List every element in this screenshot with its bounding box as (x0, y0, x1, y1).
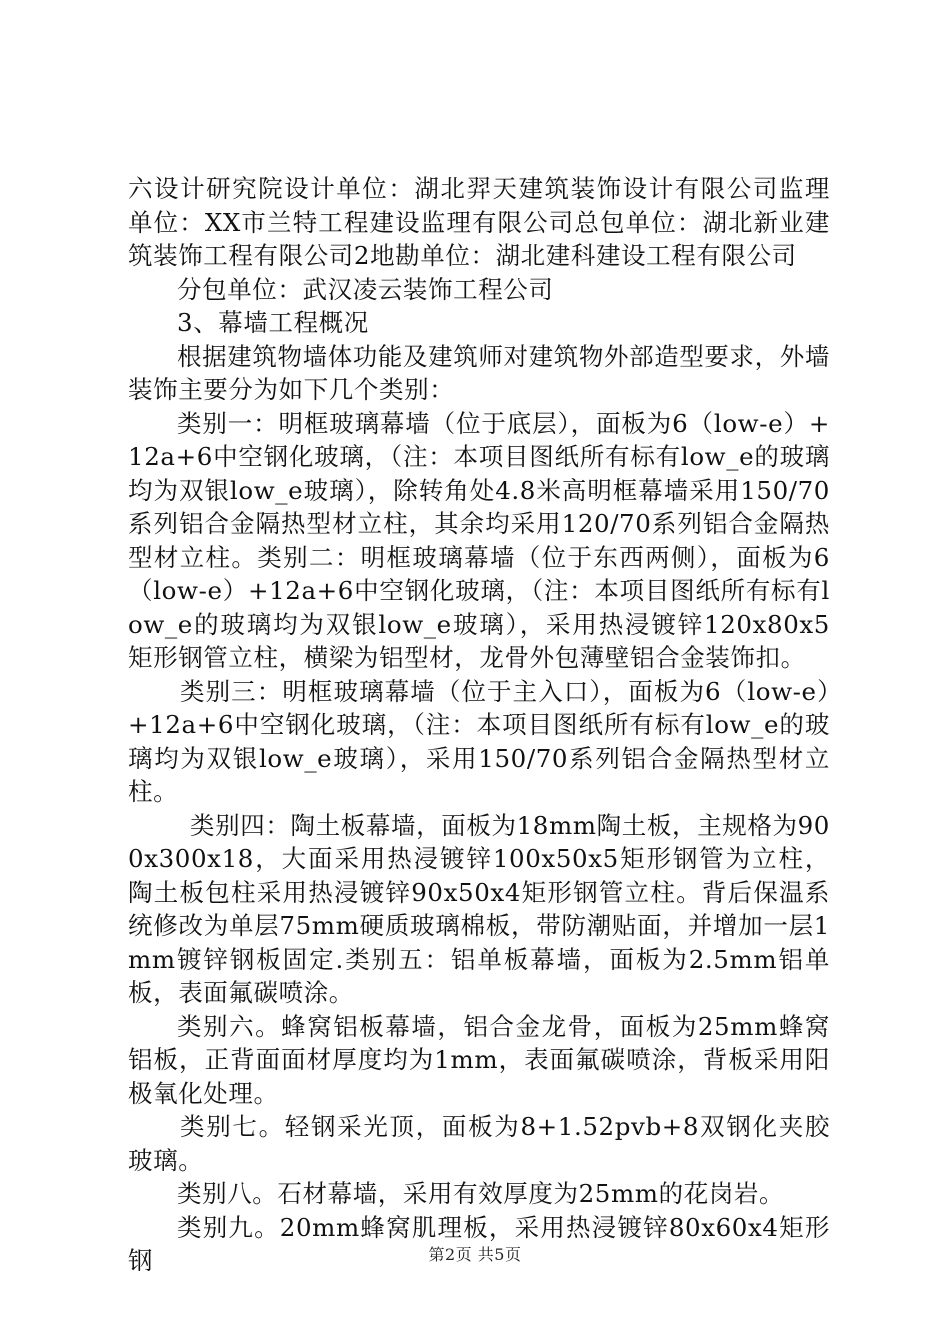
section-heading-curtain-wall: 3、幕墙工程概况 (177, 308, 369, 337)
document-body (128, 172, 830, 1278)
page-number-footer: 第2页 共5页 (428, 1245, 522, 1264)
paragraph-category-8: 类别八。石材幕墙，采用有效厚度为25mm的花岗岩。 (177, 1179, 785, 1208)
paragraph-category-9: 类别九。20mm蜂窝肌理板，采用热浸镀锌80x60x4矩形钢 (128, 1212, 830, 1275)
paragraph-category-6: 类别六。蜂窝铝板幕墙，铝合金龙骨，面板为25mm蜂窝铝板，正背面面材厚度均为1mm，表面氟碳喷涂，背板采用阳极氧化处理。 (128, 1011, 830, 1108)
paragraph-overview: 根据建筑物墙体功能及建筑师对建筑物外部造型要求，外墙装饰主要分为如下几个类别： (128, 341, 830, 404)
paragraph-units: 六设计研究院设计单位：湖北羿天建筑装饰设计有限公司监理单位：XX市兰特工程建设监理有限公司总包单位：湖北新业建筑装饰工程有限公司2地勘单位：湖北建科建设工程有限公司 (128, 174, 830, 270)
paragraph-category-7: 类别七。轻钢采光顶，面板为8+1.52pvb+8双钢化夹胶玻璃。 (128, 1112, 830, 1175)
paragraph-subcontractor: 分包单位：武汉凌云装饰工程公司 (177, 274, 554, 304)
paragraph-category-1-2: 类别一：明框玻璃幕墙（位于底层），面板为6（low-e）+12a+6中空钢化玻璃，（注：本项目图纸所有标有low_e的玻璃均为双银low_e玻璃），除转角处4.8米高明框幕墙采用150/70系列铝合金隔热型材立柱，其余均采用120/70系列铝合金隔热型材立柱。类别二：明框玻璃幕墙（位于东西两侧），面板为6（low-e）+12a+6中空钢化玻璃，（注：本项目图纸所有标有low_e的玻璃均为双银low_e玻璃），采用热浸镀锌120x80x5矩形钢管立柱，横梁为铝型材，龙骨外包薄壁铝合金装饰扣。 (128, 408, 830, 672)
paragraph-category-4-5: 类别四：陶土板幕墙，面板为18mm陶土板，主规格为900x300x18，大面采用热浸镀锌100x50x5矩形钢管为立柱，陶土板包柱采用热浸镀锌90x50x4矩形钢管立柱。背后保温系统修改为单层75mm硬质玻璃棉板，带防潮贴面，并增加一层1mm镀锌钢板固定.类别五：铝单板幕墙，面板为2.5mm铝单板，表面氟碳喷涂。 (128, 810, 830, 1007)
paragraph-category-3: 类别三：明框玻璃幕墙（位于主入口），面板为6（low-e）+12a+6中空钢化玻璃，（注：本项目图纸所有标有low_e的玻璃均为双银low_e玻璃），采用150/70系列铝合金隔热型材立柱。 (128, 676, 830, 806)
